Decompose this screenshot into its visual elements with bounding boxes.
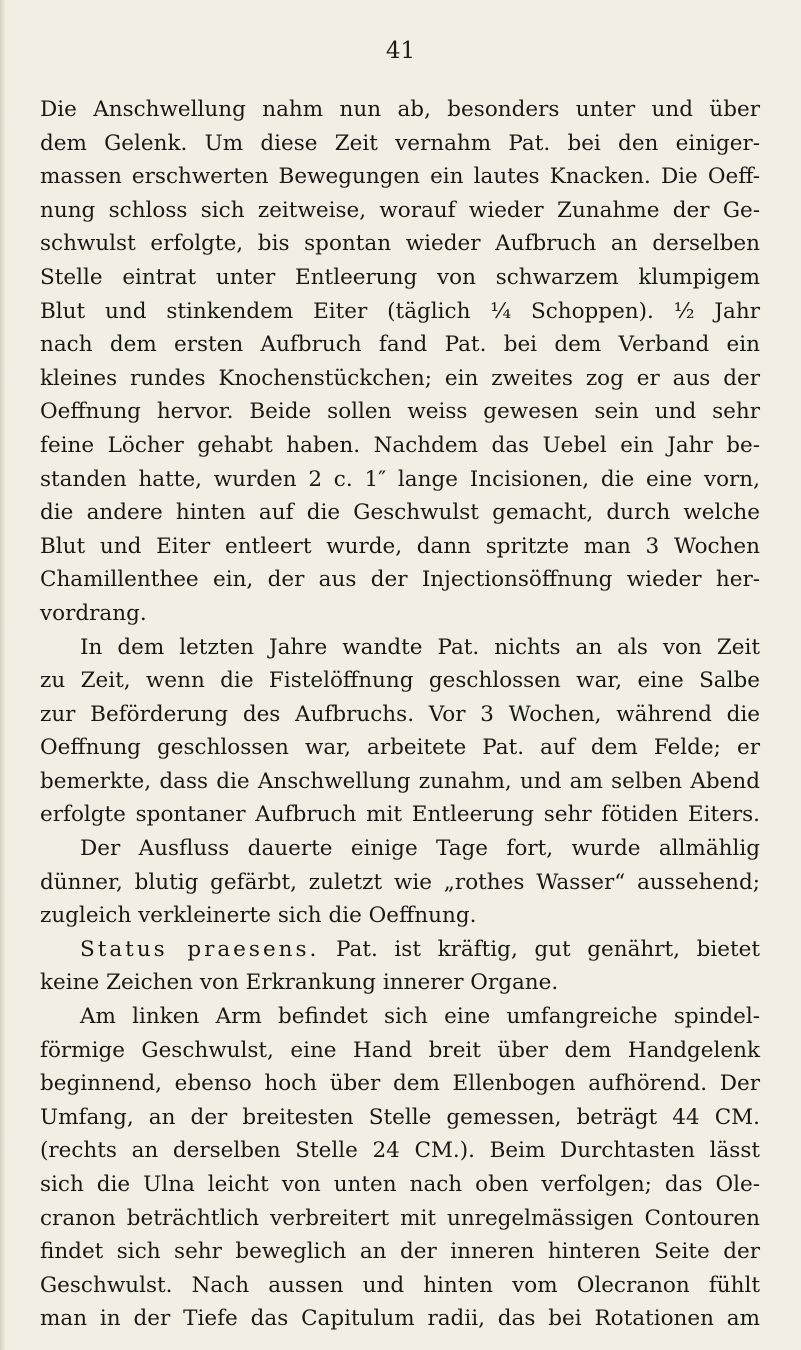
text-line (40, 631, 760, 665)
text-line (40, 798, 760, 832)
text-line (40, 1168, 760, 1202)
line-text: Geschwulst. Nach aussen und hinten vom Olecranon fühlt (40, 1272, 760, 1298)
line-text: bemerkte, dass die Anschwellung zunahm, und am selben Abend (40, 768, 760, 794)
line-text: man in der Tiefe das Capitulum radii, das bei Rotationen am (40, 1306, 760, 1332)
text-line (40, 429, 760, 463)
text-line (40, 261, 760, 295)
line-text: zur Beförderung des Aufbruchs. Vor 3 Wochen, während die (40, 701, 760, 727)
spaced-heading: Status praesens. (80, 936, 320, 962)
text-line (40, 194, 760, 228)
text-line (40, 395, 760, 429)
line-text: zu Zeit, wenn die Fistelöffnung geschlossen war, eine Salbe (40, 668, 760, 694)
line-text: beginnend, ebenso hoch über dem Ellenbogen aufhörend. Der (40, 1071, 760, 1097)
text-line (40, 160, 760, 194)
text-line (40, 765, 760, 799)
text-line (40, 1269, 760, 1303)
text-line (40, 362, 760, 396)
line-text: massen erschwerten Bewegungen ein lautes Knacken. Die Oeff- (40, 164, 760, 190)
text-line (40, 664, 760, 698)
page-number: 41 (385, 38, 416, 64)
line-text: kleines rundes Knochenstückchen; ein zweites zog er aus der (40, 365, 760, 391)
text-line (40, 328, 760, 362)
text-line (40, 1034, 760, 1068)
line-text: Blut und stinkendem Eiter (täglich ¼ Schoppen). ½ Jahr (40, 298, 760, 324)
text-line (40, 563, 760, 597)
text-line (40, 1235, 760, 1269)
text-line (40, 1302, 760, 1336)
line-text: Chamillenthee ein, der aus der Injectionsöffnung wieder her- (40, 567, 760, 593)
page-edge-shadow (0, 0, 6, 1350)
line-text: standen hatte, wurden 2 c. 1″ lange Incisionen, die eine vorn, (40, 466, 760, 492)
text-line (40, 1202, 760, 1236)
line-text: feine Löcher gehabt haben. Nachdem das Uebel ein Jahr be- (40, 432, 760, 458)
line-text: sich die Ulna leicht von unten nach oben verfolgen; das Ole- (40, 1172, 760, 1197)
text-line (40, 127, 760, 161)
text-line (40, 1067, 760, 1101)
text-line (40, 93, 760, 127)
line-text: Pat. ist kräftig, gut genährt, bietet (319, 936, 760, 962)
text-line (40, 496, 760, 530)
line-text: schwulst erfolgte, bis spontan wieder Aufbruch an derselben (40, 231, 760, 257)
text-line (40, 463, 760, 497)
line-text: vordrang. (40, 600, 147, 626)
line-text: Die Anschwellung nahm nun ab, besonders unter und über (40, 97, 760, 122)
body-text (40, 93, 760, 1336)
text-line (40, 295, 760, 329)
text-line (40, 832, 760, 866)
line-text: nung schloss sich zeitweise, worauf wieder Zunahme der Ge- (40, 197, 760, 223)
text-line (40, 866, 760, 900)
text-line (40, 1101, 760, 1135)
text-line (40, 1134, 760, 1168)
text-line (40, 933, 760, 967)
line-text: findet sich sehr beweglich an der inneren hinteren Seite der (40, 1239, 760, 1265)
line-text: förmige Geschwulst, eine Hand breit über dem Handgelenk (40, 1037, 760, 1063)
line-text: Oeffnung hervor. Beide sollen weiss gewesen sein und sehr (40, 399, 760, 425)
line-text: Umfang, an der breitesten Stelle gemessen, beträgt 44 CM. (40, 1104, 760, 1130)
text-line (40, 698, 760, 732)
text-line (40, 227, 760, 261)
line-text: keine Zeichen von Erkrankung innerer Organe. (40, 970, 559, 996)
line-text: dem Gelenk. Um diese Zeit vernahm Pat. bei den einiger- (40, 130, 760, 156)
line-text: dünner, blutig gefärbt, zuletzt wie „rothes Wasser“ aussehend; (40, 869, 760, 895)
text-line (40, 597, 760, 631)
line-text: Der Ausfluss dauerte einige Tage fort, wurde allmählig (80, 836, 760, 862)
text-line (40, 966, 760, 1000)
line-text: (rechts an derselben Stelle 24 CM.). Beim Durchtasten lässt (40, 1138, 760, 1164)
text-line (40, 731, 760, 765)
line-text: erfolgte spontaner Aufbruch mit Entleerung sehr fötiden Eiters. (40, 802, 760, 828)
line-text: die andere hinten auf die Geschwulst gemacht, durch welche (40, 500, 760, 526)
line-text: Oeffnung geschlossen war, arbeitete Pat. auf dem Felde; er (40, 735, 760, 761)
text-line (40, 899, 760, 933)
line-text: nach dem ersten Aufbruch fand Pat. bei dem Verband ein (40, 332, 760, 358)
line-text: In dem letzten Jahre wandte Pat. nichts an als von Zeit (80, 634, 760, 660)
text-line (40, 1000, 760, 1034)
line-text: Blut und Eiter entleert wurde, dann spritzte man 3 Wochen (40, 533, 760, 559)
line-text: zugleich verkleinerte sich die Oeffnung. (40, 903, 477, 929)
line-text: Stelle eintrat unter Entleerung von schwarzem klumpigem (40, 264, 760, 290)
line-text: Am linken Arm befindet sich eine umfangreiche spindel- (80, 1004, 760, 1030)
line-text: cranon beträchtlich verbreitert mit unregelmässigen Contouren (40, 1205, 760, 1231)
text-line (40, 530, 760, 564)
